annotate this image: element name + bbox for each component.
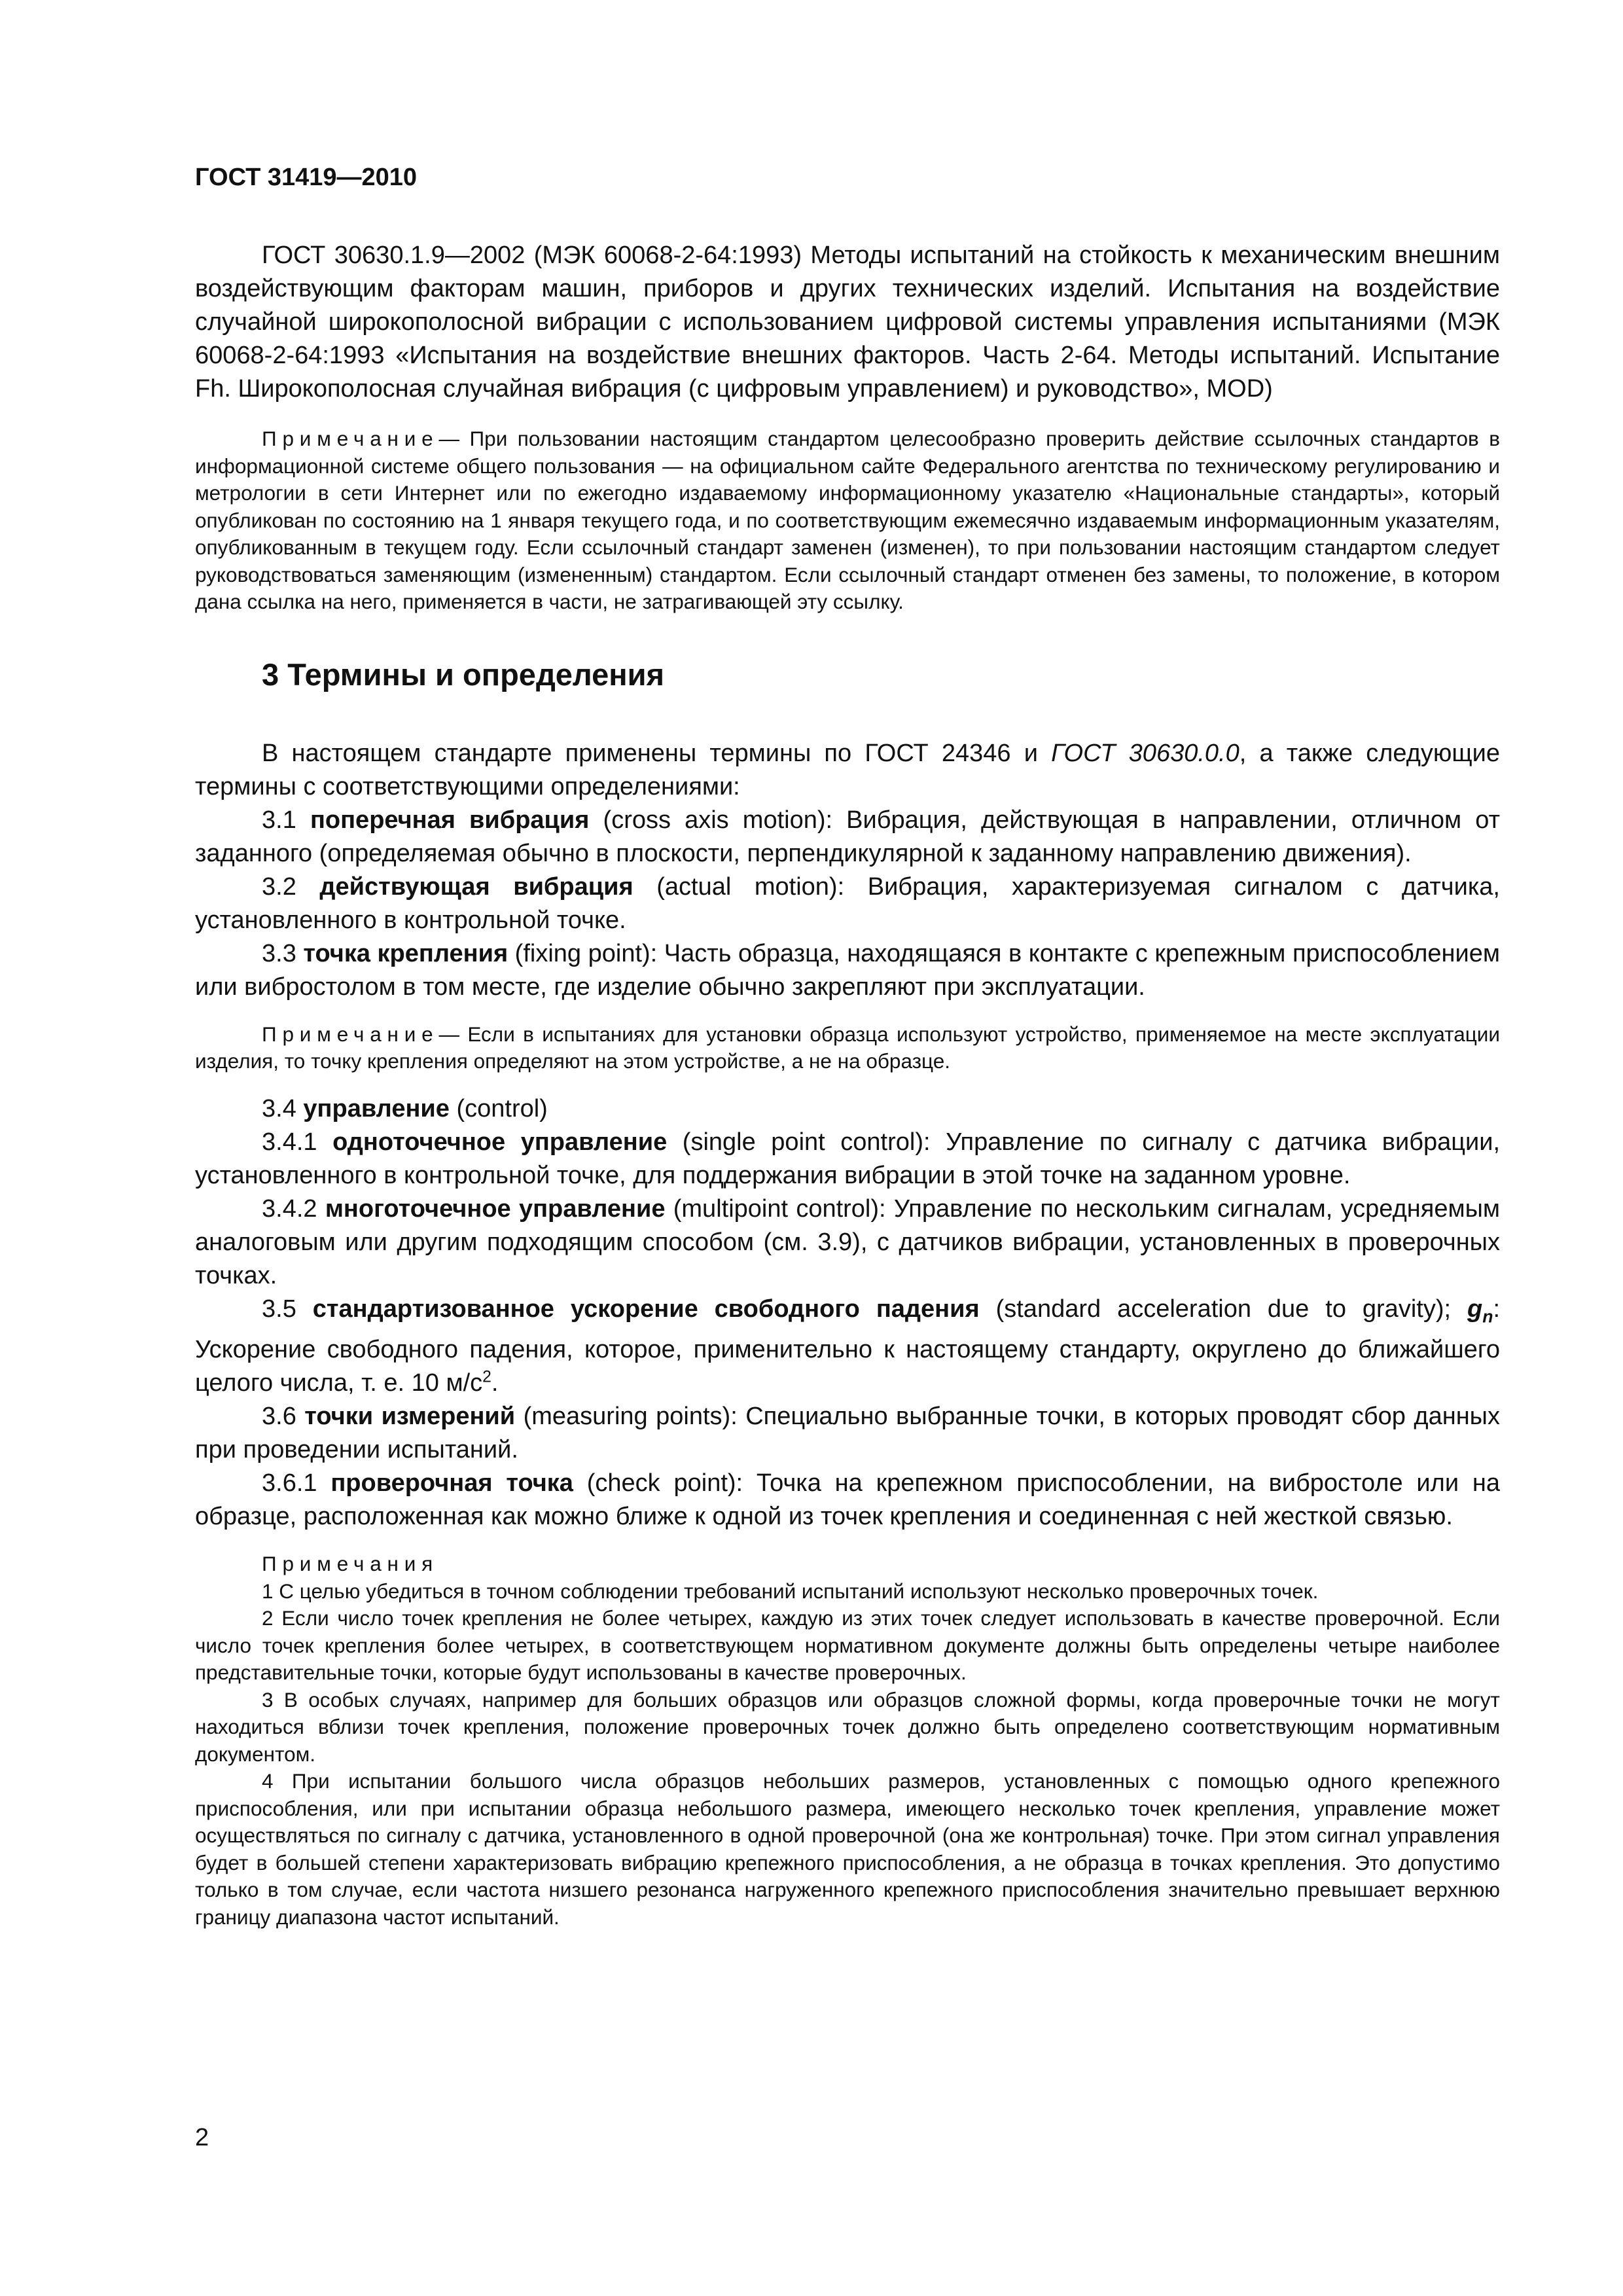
- term-name: точки измерений: [304, 1403, 516, 1431]
- term-3-2: [195, 870, 1500, 937]
- symbol-letter: g: [1467, 1295, 1483, 1323]
- term-definition: (multipoint control): Управление по нескольким сигналам, усредняемым аналоговым или другим подходящим способом (см. 3.9), с датчиков вибрации, установленных в проверочных точках.: [195, 1194, 1501, 1289]
- term-3-6-1: [195, 1467, 1500, 1534]
- term-number: 3.1: [262, 806, 310, 834]
- term-name: точка крепления: [303, 939, 508, 967]
- page-content: [195, 164, 1500, 1931]
- term-number: 3.2: [262, 872, 320, 901]
- term-name: стандартизованное ускорение свободного падения: [312, 1295, 980, 1323]
- note-item-4: 4 При испытании большого числа образцов небольших размеров, установленных с помощью одного крепежного приспособления, или при испытании образца небольшого размера, имеющего несколько точек крепления, управление может осуществляться по сигналу с датчика, установленного в одной проверочной (она же контрольная) точке. При этом сигнал управления будет в большей степени характеризовать вибрацию крепежного приспособления, а не образца в точках крепления. Это допустимо только в том случае, если частота низшего резонанса нагруженного крепежного приспособления значительно превышает верхнюю границу диапазона частот испытаний.: [195, 1769, 1500, 1929]
- term-3-6: [195, 1400, 1500, 1467]
- intro-text-end: , а также следующие термины с соответствующими определениями:: [195, 739, 1501, 800]
- term-3-1: [195, 804, 1500, 870]
- note-item-1: 1 С целью убедиться в точном соблюдении требований испытаний используют несколько проверочных точек.: [262, 1579, 1319, 1603]
- reference-paragraph: ГОСТ 30630.1.9—2002 (МЭК 60068-2-64:1993) Методы испытаний на стойкость к механическим внешним воздействующим факторам машин, приборов и других технических изделий. Испытания на воздействие случайной широкополосной вибрации с использованием цифровой системы управления испытаниями (МЭК 60068-2-64:1993 «Испытания на воздействие внешних факторов. Часть 2-64. Методы испытаний. Испытание Fh. Широкополосная случайная вибрация (с цифровым управлением) и руководство», MOD): [195, 242, 1500, 403]
- term-definition: (standard acceleration due to gravity);: [979, 1295, 1467, 1323]
- term-3-5: [195, 1293, 1500, 1401]
- term-number: 3.6.1: [262, 1469, 331, 1498]
- term-name: действующая вибрация: [319, 872, 633, 901]
- term-definition: (check point): Точка на крепежном приспособлении, на вибростоле или на образце, расположенная как можно ближе к одной из точек крепления и соединенная с ней жесткой связью.: [195, 1469, 1500, 1531]
- notes-label: Примечания: [262, 1552, 439, 1576]
- term-3-4: [195, 1092, 1500, 1126]
- note-item-3: 3 В особых случаях, например для больших образцов или образцов сложной формы, когда проверочные точки не могут находиться вблизи точек крепления, положение проверочных точек должно быть определено соответствующим нормативным документом.: [195, 1687, 1500, 1766]
- reference-note: [195, 425, 1500, 616]
- term-number: 3.4: [262, 1094, 304, 1122]
- document-id-header: ГОСТ 31419—2010: [195, 164, 418, 191]
- section-intro: [195, 737, 1500, 804]
- term-definition: (actual motion): Вибрация, характеризуемая сигналом с датчика, установленного в контрольной точке.: [195, 872, 1500, 934]
- note-label: Примечание: [262, 427, 439, 450]
- term-name: одноточечное управление: [332, 1128, 668, 1156]
- term-name: многоточечное управление: [325, 1194, 666, 1223]
- term-definition: (control): [449, 1094, 548, 1122]
- gravity-symbol: [1467, 1295, 1493, 1327]
- term-3-4-1: [195, 1126, 1500, 1193]
- term-3-4-2: [195, 1193, 1500, 1293]
- term-number: 3.6: [262, 1403, 305, 1431]
- term-name: поперечная вибрация: [310, 806, 590, 834]
- note-text: — При пользовании настоящим стандартом целесообразно проверить действие ссылочных стандартов в информационной системе общего пользования — на официальном сайте Федерального агентства по техническому регулированию и метрологии в сети Интернет или по ежегодно издаваемому информационному указателю «Национальные стандарты», который опубликован по состоянию на 1 января текущего года, и по соответствующим ежемесячно издаваемым информационным указателям, опубликованным в текущем году. Если ссылочный стандарт заменен (изменен), то при пользовании настоящим стандартом следует руководствоваться заменяющим (измененным) стандартом. Если ссылочный стандарт отменен без замены, то положение, в котором дана ссылка на него, применяется в части, не затрагивающей эту ссылку.: [195, 427, 1500, 613]
- note-label: Примечание: [262, 1022, 439, 1046]
- intro-standard-ref: ГОСТ 30630.0.0: [1051, 739, 1240, 767]
- term-3-3: [195, 937, 1500, 1004]
- term-end: .: [491, 1369, 499, 1397]
- term-definition: (measuring points): Специально выбранные точки, в которых проводят сбор данных при проведении испытаний.: [195, 1403, 1500, 1464]
- term-number: 3.5: [262, 1295, 313, 1323]
- intro-text: В настоящем стандарте применены термины по ГОСТ 24346 и: [262, 739, 1052, 767]
- term-number: 3.4.1: [262, 1128, 333, 1156]
- term-name: проверочная точка: [330, 1469, 573, 1498]
- term-number: 3.3: [262, 939, 304, 967]
- term-number: 3.4.2: [262, 1194, 325, 1223]
- page-number: 2: [195, 2124, 209, 2151]
- note-item-2: 2 Если число точек крепления не более четырех, каждую из этих точек следует использовать в качестве проверочной. Если число точек крепления более четырех, в соответствующем нормативном документе должны быть определены четыре наиболее представительные точки, которые будут использованы в качестве проверочных.: [195, 1606, 1500, 1685]
- section-title: 3 Термины и определения: [262, 656, 664, 692]
- term-definition: (single point control): Управление по сигналу с датчика вибрации, установленного в контрольной точке, для поддержания вибрации в этой точке на заданном уровне.: [195, 1128, 1500, 1189]
- note-text: — Если в испытаниях для установки образца используют устройство, применяемое на месте эксплуатации изделия, то точку крепления определяют на этом устройстве, а не на образце.: [195, 1022, 1500, 1073]
- term-definition: (fixing point): Часть образца, находящаяся в контакте с крепежным приспособлением или вибростолом в том месте, где изделие обычно закрепляют при эксплуатации.: [195, 939, 1500, 1001]
- term-name: управление: [303, 1094, 450, 1122]
- symbol-subscript: n: [1482, 1306, 1493, 1327]
- term-definition: (cross axis motion): Вибрация, действующая в направлении, отличном от заданного (определяемая обычно в плоскости, перпендикулярной к заданному направлению движения).: [195, 806, 1500, 867]
- fixing-point-note: [195, 1021, 1500, 1075]
- notes-heading: [195, 1551, 1500, 1578]
- unit-exponent: 2: [482, 1368, 491, 1386]
- term-definition-cont: : Ускорение свободного падения, которое, применительно к настоящему стандарту, округлено до ближайшего целого числа, т. е. 10 м/с: [195, 1295, 1501, 1397]
